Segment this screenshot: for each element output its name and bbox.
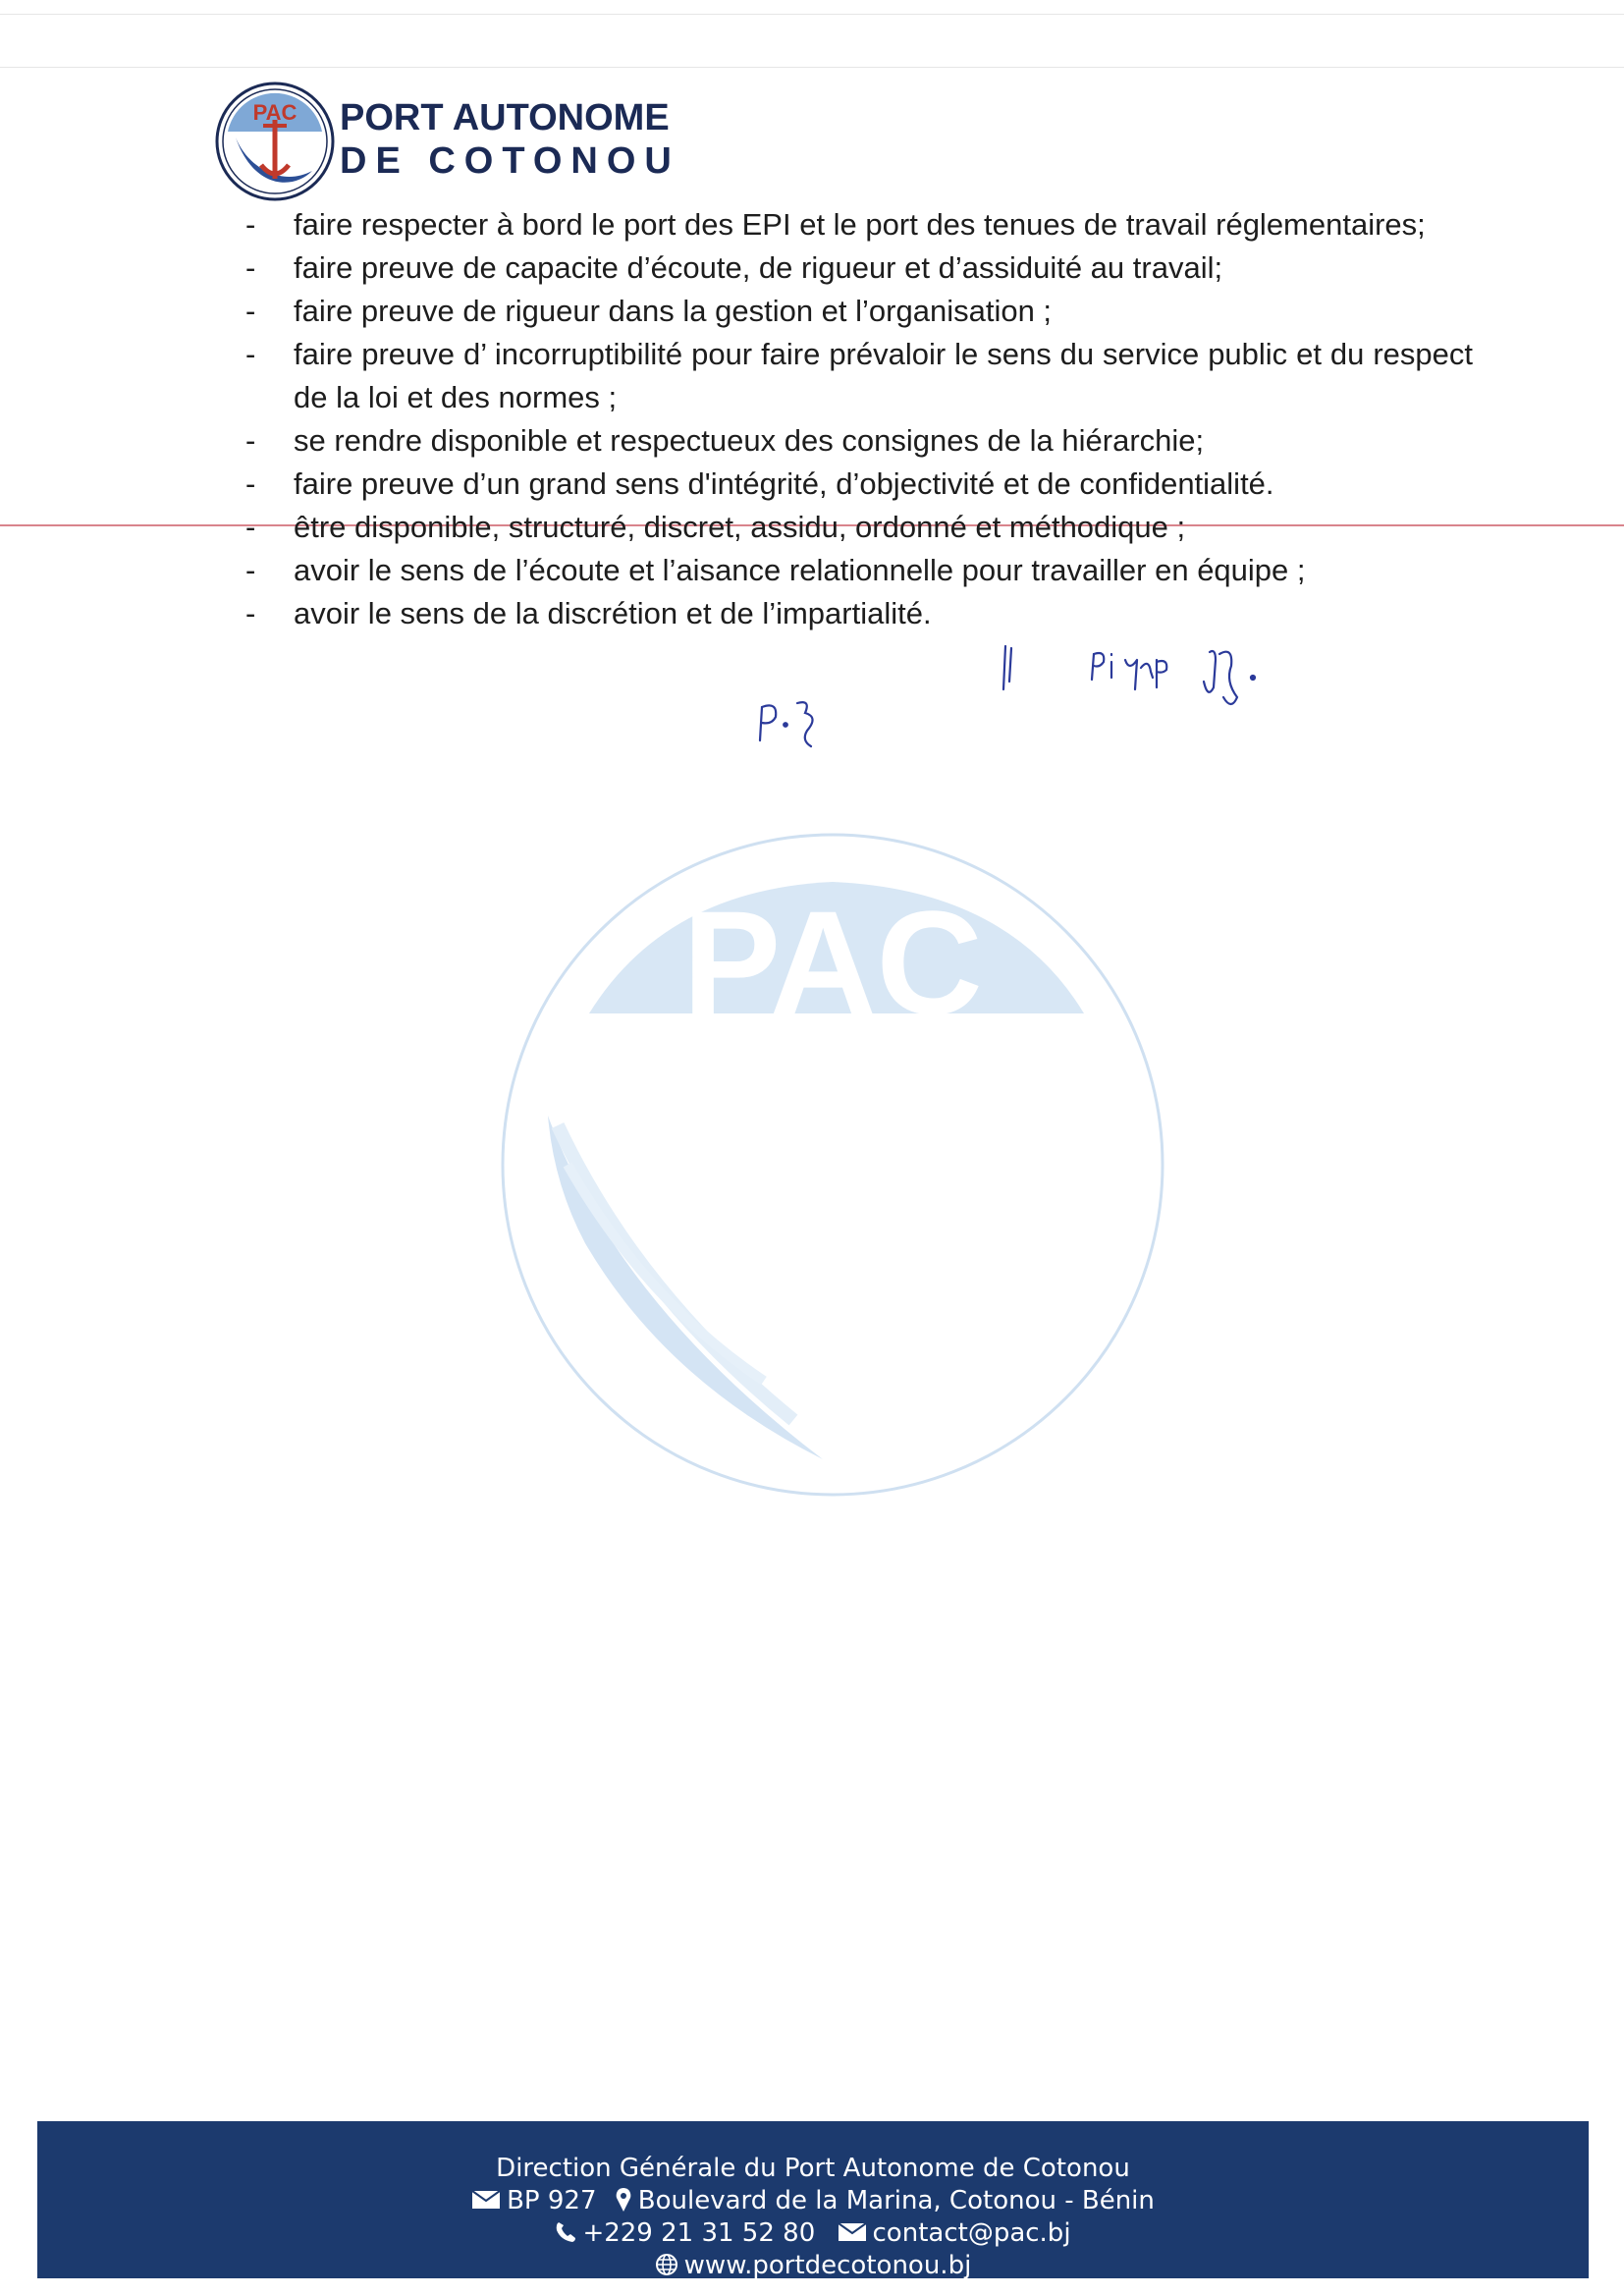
requirements-list bbox=[241, 203, 1473, 635]
footer-org-name: Direction Générale du Port Autonome de Cotonou bbox=[496, 2154, 1130, 2183]
phone-icon bbox=[555, 2220, 576, 2244]
list-item-text: faire preuve d’un grand sens d'intégrité, d’objectivité et de confidentialité. bbox=[294, 466, 1274, 501]
brand-name bbox=[340, 96, 680, 183]
envelope-icon bbox=[838, 2222, 867, 2242]
letterhead bbox=[214, 79, 764, 206]
list-item-text: faire preuve d’ incorruptibilité pour faire prévaloir le sens du service public et du respect de la loi et des normes ; bbox=[294, 337, 1473, 414]
list-dash: - bbox=[245, 337, 256, 371]
list-dash: - bbox=[245, 207, 256, 242]
footer-bp: BP 927 bbox=[507, 2186, 597, 2215]
list-dash: - bbox=[245, 423, 256, 458]
list-item bbox=[241, 506, 1473, 549]
pac-logo bbox=[214, 81, 336, 202]
list-dash: - bbox=[245, 510, 256, 544]
list-item bbox=[241, 290, 1473, 333]
footer-contact-line bbox=[37, 2217, 1589, 2250]
list-item-text: avoir le sens de la discrétion et de l’impartialité. bbox=[294, 596, 932, 630]
list-item bbox=[241, 463, 1473, 506]
globe-icon bbox=[655, 2253, 678, 2276]
brand-line-2: DE COTONOU bbox=[340, 140, 680, 182]
handwritten-initials bbox=[746, 638, 1296, 756]
list-item-text: se rendre disponible et respectueux des consignes de la hiérarchie; bbox=[294, 423, 1205, 458]
footer-address-line bbox=[37, 2185, 1589, 2217]
list-item bbox=[241, 592, 1473, 635]
list-item-text: être disponible, structuré, discret, assidu, ordonné et méthodique ; bbox=[294, 510, 1186, 544]
list-dash: - bbox=[245, 553, 256, 587]
list-item-text: faire preuve de capacite d’écoute, de rigueur et d’assiduité au travail; bbox=[294, 250, 1223, 285]
list-dash: - bbox=[245, 466, 256, 501]
svg-text:PAC: PAC bbox=[252, 100, 298, 125]
list-dash: - bbox=[245, 250, 256, 285]
list-item bbox=[241, 419, 1473, 463]
footer-web-line bbox=[37, 2250, 1589, 2278]
list-item bbox=[241, 246, 1473, 290]
envelope-icon bbox=[471, 2190, 501, 2210]
location-pin-icon bbox=[615, 2187, 632, 2213]
footer-phone[interactable]: +229 21 31 52 80 bbox=[582, 2218, 816, 2248]
scan-artifact-line bbox=[0, 67, 1624, 68]
list-item bbox=[241, 333, 1473, 419]
scan-artifact-line bbox=[0, 14, 1624, 15]
list-item-text: faire preuve de rigueur dans la gestion et l’organisation ; bbox=[294, 294, 1053, 328]
list-dash: - bbox=[245, 596, 256, 630]
list-dash: - bbox=[245, 294, 256, 328]
footer-website-link[interactable]: www.portdecotonou.bj bbox=[683, 2251, 972, 2278]
list-item bbox=[241, 203, 1473, 246]
footer-address: Boulevard de la Marina, Cotonou - Bénin bbox=[637, 2186, 1155, 2215]
list-item bbox=[241, 549, 1473, 592]
svg-text:PAC: PAC bbox=[682, 880, 983, 1045]
list-item-text: avoir le sens de l’écoute et l’aisance relationnelle pour travailler en équipe ; bbox=[294, 553, 1306, 587]
footer-bar bbox=[37, 2121, 1589, 2278]
pac-watermark bbox=[499, 831, 1166, 1499]
footer-email-link[interactable]: contact@pac.bj bbox=[872, 2218, 1071, 2248]
list-item-text: faire respecter à bord le port des EPI et le port des tenues de travail réglementaires; bbox=[294, 207, 1426, 242]
brand-line-1: PORT AUTONOME bbox=[340, 97, 670, 138]
